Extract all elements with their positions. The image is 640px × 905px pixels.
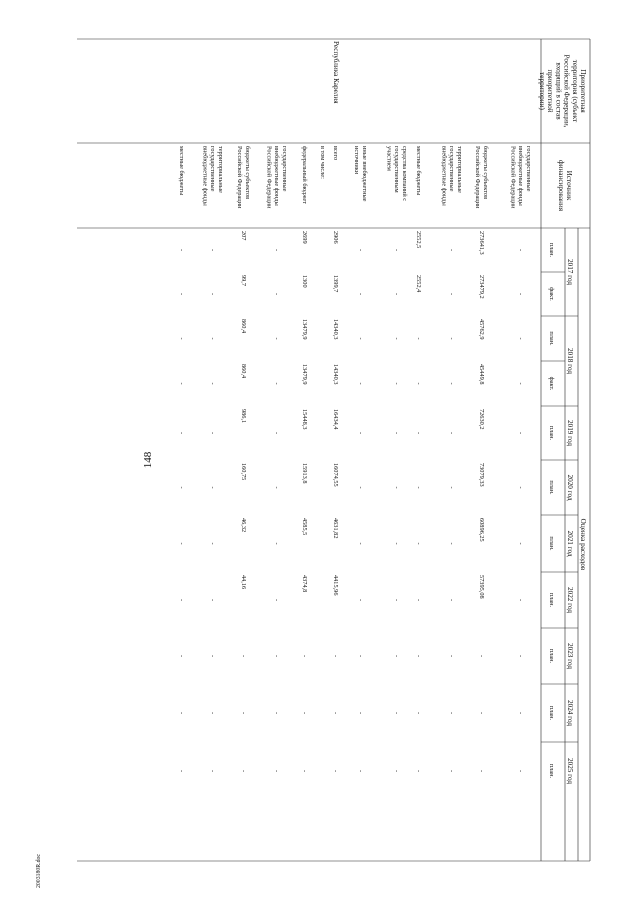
value-dash: - <box>393 769 401 773</box>
source-name: государственные <box>525 146 532 192</box>
value-dash: - <box>301 769 308 773</box>
value-dash: - <box>448 654 456 658</box>
source-name: Российской Федерации <box>265 146 273 209</box>
value-dash: - <box>273 598 281 602</box>
source-name: источники <box>353 146 361 175</box>
value-cell: 13479,9 <box>301 319 308 340</box>
value-dash: - <box>357 431 365 435</box>
value-dash: - <box>448 711 456 715</box>
value-dash: - <box>517 542 525 545</box>
value-cell: 44,16 <box>240 575 248 590</box>
year-label: 2023 год <box>566 643 574 669</box>
territory-name: Республика Карелия <box>332 41 340 104</box>
source-name: государственным <box>393 146 401 193</box>
value-dash: - <box>478 711 486 715</box>
value-dash: - <box>209 292 217 296</box>
source-name: федеральный бюджет <box>301 146 308 204</box>
value-dash: - <box>273 486 281 489</box>
source-name: Российской Федерации <box>474 146 482 209</box>
value-dash: - <box>517 486 525 489</box>
value-dash: - <box>448 292 456 296</box>
value-cell: 4631,82 <box>332 518 339 539</box>
value-dash: - <box>448 337 456 340</box>
value-cell: 4415,96 <box>332 575 339 596</box>
value-dash: - <box>178 337 185 340</box>
footer-filename: 2003180R.doc <box>36 854 42 888</box>
value-dash: - <box>273 337 281 340</box>
value-cell: 273479,2 <box>478 275 486 299</box>
value-dash: - <box>415 382 422 385</box>
sub-label: план. <box>548 536 555 551</box>
value-dash: - <box>393 711 401 715</box>
value-dash: - <box>448 769 456 773</box>
value-cell: 13479,9 <box>301 364 308 385</box>
year-label: 2024 год <box>566 700 574 726</box>
value-cell: 16434,4 <box>332 409 339 430</box>
source-name: в том числе: <box>319 146 326 179</box>
source-name: государственные <box>209 146 217 192</box>
source-name: внебюджетные фонды <box>201 146 209 206</box>
value-dash: - <box>517 711 525 715</box>
value-dash: - <box>415 486 422 489</box>
value-dash: - <box>357 382 365 385</box>
estimate-title: Оценка расходов <box>579 518 587 571</box>
value-dash: - <box>415 711 422 715</box>
value-dash: - <box>415 598 422 602</box>
value-dash: - <box>517 598 525 602</box>
value-cell: 2699 <box>301 231 308 244</box>
value-dash: - <box>357 654 365 658</box>
value-dash: - <box>393 486 401 489</box>
value-dash: - <box>448 598 456 602</box>
value-dash: - <box>178 654 185 658</box>
value-cell: 15913,8 <box>301 463 308 484</box>
sub-label: план. <box>548 480 555 495</box>
value-dash: - <box>178 542 185 545</box>
value-dash: - <box>178 598 185 602</box>
value-cell: 45449,8 <box>478 364 486 385</box>
value-dash: - <box>415 337 422 340</box>
value-dash: - <box>332 654 339 658</box>
sub-label: факт. <box>548 287 555 301</box>
value-dash: - <box>273 382 281 385</box>
source-name: Российской Федерации <box>509 146 517 209</box>
value-dash: - <box>357 337 365 340</box>
territory-header: территория (субъект <box>570 59 579 123</box>
year-label: 2025 год <box>566 758 574 784</box>
value-cell: 72630,2 <box>478 409 486 430</box>
year-label: 2019 год <box>566 420 574 446</box>
value-dash: - <box>357 248 365 252</box>
value-dash: - <box>448 248 456 252</box>
source-name: государственные <box>281 146 288 192</box>
value-dash: - <box>517 769 525 773</box>
source-name: всего <box>332 146 339 161</box>
value-cell: 860,4 <box>240 319 248 334</box>
value-dash: - <box>209 486 217 489</box>
sub-label: план. <box>548 242 555 258</box>
value-dash: - <box>357 598 365 602</box>
value-cell: 73079,33 <box>478 463 486 487</box>
value-dash: - <box>209 248 217 252</box>
value-cell: 57395,08 <box>478 575 486 599</box>
value-dash: - <box>415 431 422 435</box>
value-cell: 14340,3 <box>332 364 339 385</box>
sub-label: факт. <box>548 376 555 391</box>
source-name: государственные <box>448 146 456 192</box>
value-dash: - <box>273 248 281 252</box>
value-cell: 15448,3 <box>301 409 308 430</box>
territory-header: Приоритетная <box>579 69 587 113</box>
value-dash: - <box>415 654 422 658</box>
source-name: местные бюджеты <box>178 146 185 196</box>
value-dash: - <box>357 769 365 773</box>
value-dash: - <box>517 431 525 435</box>
value-cell: 2906 <box>332 231 339 244</box>
value-dash: - <box>517 248 525 252</box>
value-dash: - <box>209 382 217 385</box>
value-dash: - <box>393 431 401 435</box>
source-name: средства компаний с <box>401 146 408 202</box>
value-dash: - <box>393 292 401 296</box>
value-dash: - <box>393 654 401 658</box>
value-dash: - <box>393 337 401 340</box>
year-label: 2022 год <box>566 587 574 613</box>
source-header: Источник <box>565 170 573 201</box>
value-cell: 45762,9 <box>478 319 486 340</box>
territory-header: Российской Федерации, <box>562 54 571 128</box>
year-label: 2017 год <box>566 259 574 285</box>
value-dash: - <box>273 654 281 658</box>
value-dash: - <box>209 769 217 773</box>
source-header: финансирования <box>556 159 565 212</box>
source-name: местные бюджеты <box>415 146 422 196</box>
sub-label: план. <box>548 592 555 608</box>
value-dash: - <box>517 337 525 340</box>
source-name: бюджеты субъектов <box>244 146 251 200</box>
value-dash: - <box>478 769 486 773</box>
source-name: иные внебюджетные <box>361 146 368 202</box>
value-dash: - <box>448 486 456 489</box>
value-dash: - <box>393 598 401 602</box>
value-dash: - <box>393 248 401 252</box>
value-dash: - <box>332 769 339 773</box>
value-dash: - <box>517 292 525 296</box>
value-dash: - <box>301 654 308 658</box>
value-cell: 99,7 <box>240 275 248 287</box>
value-dash: - <box>178 769 185 773</box>
value-dash: - <box>178 431 185 435</box>
source-name: внебюджетные фонды <box>517 146 525 206</box>
value-dash: - <box>178 248 185 252</box>
territory-header: территории) <box>538 72 546 110</box>
value-cell: 986,1 <box>240 409 248 424</box>
territory-header: входящий в состав <box>554 62 563 120</box>
source-name: бюджеты субъектов <box>482 146 489 200</box>
value-dash: - <box>517 382 525 385</box>
value-cell: 1399,7 <box>332 275 339 293</box>
value-dash: - <box>273 711 281 715</box>
value-dash: - <box>273 542 281 545</box>
value-dash: - <box>393 382 401 385</box>
value-dash: - <box>478 654 486 658</box>
year-label: 2021 год <box>566 530 574 557</box>
value-dash: - <box>357 542 365 545</box>
value-dash: - <box>273 431 281 435</box>
year-label: 2020 год <box>566 474 574 501</box>
value-dash: - <box>357 711 365 715</box>
value-dash: - <box>178 486 185 489</box>
value-dash: - <box>357 486 365 489</box>
value-dash: - <box>240 769 248 773</box>
value-dash: - <box>209 542 217 545</box>
year-label: 2018 год <box>566 348 574 374</box>
value-cell: 273641,3 <box>478 231 486 255</box>
value-dash: - <box>209 598 217 602</box>
value-dash: - <box>209 431 217 435</box>
value-dash: - <box>178 382 185 385</box>
value-cell: 160,75 <box>240 463 248 481</box>
value-dash: - <box>273 769 281 773</box>
value-cell: 16074,55 <box>332 463 339 487</box>
value-dash: - <box>178 292 185 296</box>
value-dash: - <box>240 711 248 715</box>
value-dash: - <box>393 542 401 545</box>
value-dash: - <box>209 654 217 658</box>
value-dash: - <box>332 711 339 715</box>
value-dash: - <box>448 431 456 435</box>
page-number: 148 <box>142 451 154 469</box>
sub-label: план. <box>548 331 555 346</box>
value-cell: 4374,8 <box>301 575 308 593</box>
value-cell: 60896,25 <box>478 518 486 542</box>
territory-header: приоритетной <box>546 69 555 113</box>
value-dash: - <box>415 769 422 773</box>
value-dash: - <box>209 711 217 715</box>
value-dash: - <box>357 292 365 296</box>
value-dash: - <box>448 542 456 545</box>
source-name: внебюджетные фонды <box>440 146 448 206</box>
sub-label: план. <box>548 705 555 721</box>
value-cell: 2552,5 <box>415 231 422 249</box>
source-name: участием <box>385 146 393 171</box>
value-dash: - <box>517 654 525 658</box>
value-dash: - <box>301 711 308 715</box>
value-dash: - <box>448 382 456 385</box>
source-name: территориальные <box>456 146 463 193</box>
sub-label: план. <box>548 648 555 664</box>
sub-label: план. <box>548 763 555 779</box>
source-name: внебюджетные фонды <box>273 146 281 206</box>
value-cell: 207 <box>240 231 248 241</box>
value-cell: 1300 <box>301 275 308 288</box>
value-cell: 4585,5 <box>301 518 308 536</box>
value-dash: - <box>209 337 217 340</box>
source-name: территориальные <box>217 146 224 193</box>
value-cell: 14340,3 <box>332 319 339 340</box>
value-dash: - <box>178 711 185 715</box>
value-cell: 2552,4 <box>415 275 422 293</box>
financing-table <box>77 39 590 861</box>
value-cell: 46,32 <box>240 518 248 533</box>
value-dash: - <box>240 654 248 658</box>
value-dash: - <box>273 292 281 296</box>
sub-label: план. <box>548 425 555 441</box>
value-cell: 860,4 <box>240 364 248 379</box>
source-name: Российской Федерации <box>236 146 244 209</box>
value-dash: - <box>415 542 422 545</box>
